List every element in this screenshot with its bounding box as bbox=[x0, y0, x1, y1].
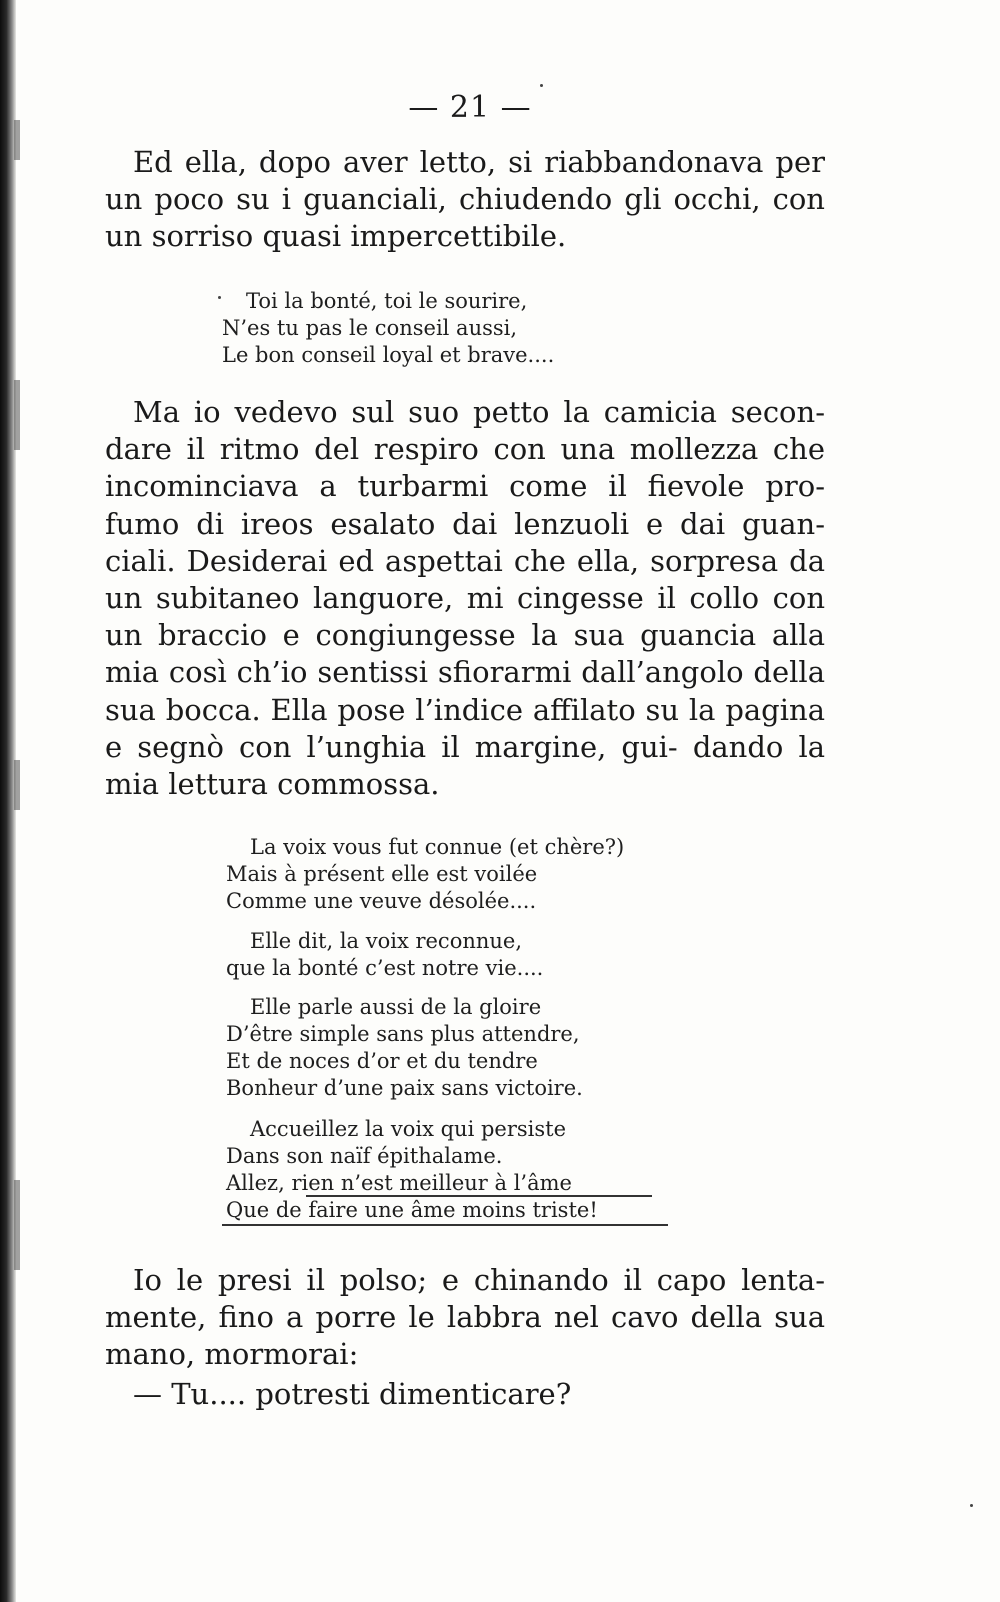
scan-artifact bbox=[14, 1180, 20, 1270]
verse-line: Elle parle aussi de la gloire bbox=[250, 995, 542, 1019]
paragraph-2-line: dando la mia lettura commossa. bbox=[105, 729, 826, 802]
verse-line: Dans son naïf épithalame. bbox=[226, 1144, 503, 1168]
verse-2-stanza-3 bbox=[226, 994, 583, 1102]
verse-line: Elle dit, la voix reconnue, bbox=[250, 929, 523, 953]
page-number: — 21 — bbox=[408, 90, 532, 125]
pencil-underline bbox=[222, 1224, 668, 1226]
verse-line: Bonheur d’une paix sans victoire. bbox=[226, 1076, 583, 1100]
verse-line: Comme une veuve désolée.... bbox=[226, 889, 537, 913]
scan-speck bbox=[218, 296, 221, 299]
verse-line: Et de noces d’or et du tendre bbox=[226, 1049, 538, 1073]
paragraph-2-line: dare il ritmo del respiro con una mollezza che bbox=[105, 432, 825, 467]
paragraph-3-line: mente, fino a porre le labbra nel cavo della sua bbox=[105, 1300, 825, 1335]
verse-2-stanza-4 bbox=[226, 1116, 598, 1224]
paragraph-2-text bbox=[105, 394, 825, 803]
verse-line: N’es tu pas le conseil aussi, bbox=[222, 316, 518, 340]
paragraph-3 bbox=[105, 1262, 825, 1374]
verse-1 bbox=[222, 288, 554, 369]
verse-line: Allez, rien n’est meilleur à l’âme bbox=[226, 1171, 572, 1195]
paragraph-2-line: della sua bocca. Ella pose l’indice affilato su la bbox=[105, 655, 825, 727]
verse-line: que la bonté c’est notre vie.... bbox=[226, 956, 544, 980]
verse-line: Accueillez la voix qui persiste bbox=[250, 1117, 567, 1141]
paragraph-2-line: fumo di ireos esalato dai lenzuoli e dai guan- bbox=[105, 506, 825, 541]
paragraph-3-line: mano, mormorai: bbox=[105, 1337, 359, 1372]
pencil-underline bbox=[306, 1195, 652, 1197]
paragraph-2-line: Ma io vedevo sul suo petto la camicia secon- bbox=[133, 395, 825, 429]
verse-2-stanza-1 bbox=[226, 834, 624, 915]
verse-line: D’être simple sans plus attendre, bbox=[226, 1022, 580, 1046]
paragraph-3-text bbox=[105, 1262, 825, 1374]
paragraph-2 bbox=[105, 394, 825, 803]
scan-artifact bbox=[14, 380, 20, 450]
scan-speck bbox=[540, 84, 543, 87]
verse-line: Toi la bonté, toi le sourire, bbox=[246, 289, 528, 313]
paragraph-2-line: pagina e segnò con l’unghia il margine, gui- bbox=[105, 692, 825, 764]
paragraph-1-line: un poco su i guanciali, chiudendo gli occhi, con bbox=[105, 182, 825, 217]
paragraph-2-line: ciali. Desiderai ed aspettai che ella, sorpresa da bbox=[105, 543, 825, 578]
verse-2-stanza-2 bbox=[226, 928, 543, 982]
paragraph-2-line: mia così ch’io sentissi sfiorarmi dall’angolo bbox=[105, 655, 744, 690]
verse-line: La voix vous fut connue (et chère?) bbox=[250, 835, 625, 859]
paragraph-2-line: un braccio e congiungesse la sua guancia alla bbox=[105, 618, 825, 653]
dialogue bbox=[105, 1376, 825, 1413]
paragraph-1-text bbox=[105, 144, 825, 256]
paragraph-1 bbox=[105, 144, 825, 256]
dialogue-text: — Tu.... potresti dimenticare? bbox=[133, 1377, 572, 1411]
paragraph-1-line: Ed ella, dopo aver letto, si riabbandonava per bbox=[133, 145, 825, 179]
paragraph-2-line: incominciava a turbarmi come il fievole pro- bbox=[105, 469, 825, 504]
scan-speck bbox=[970, 1504, 973, 1507]
verse-line: Que de faire une âme moins triste! bbox=[226, 1198, 598, 1222]
paragraph-3-line: Io le presi il polso; e chinando il capo lenta- bbox=[133, 1263, 825, 1297]
verse-line: Mais à présent elle est voilée bbox=[226, 862, 538, 886]
scan-artifact bbox=[14, 760, 20, 810]
paragraph-2-line: un subitaneo languore, mi cingesse il collo con bbox=[105, 581, 825, 616]
paragraph-1-line: un sorriso quasi impercettibile. bbox=[105, 219, 567, 254]
verse-line: Le bon conseil loyal et brave.... bbox=[222, 343, 555, 367]
scan-artifact bbox=[14, 120, 20, 160]
